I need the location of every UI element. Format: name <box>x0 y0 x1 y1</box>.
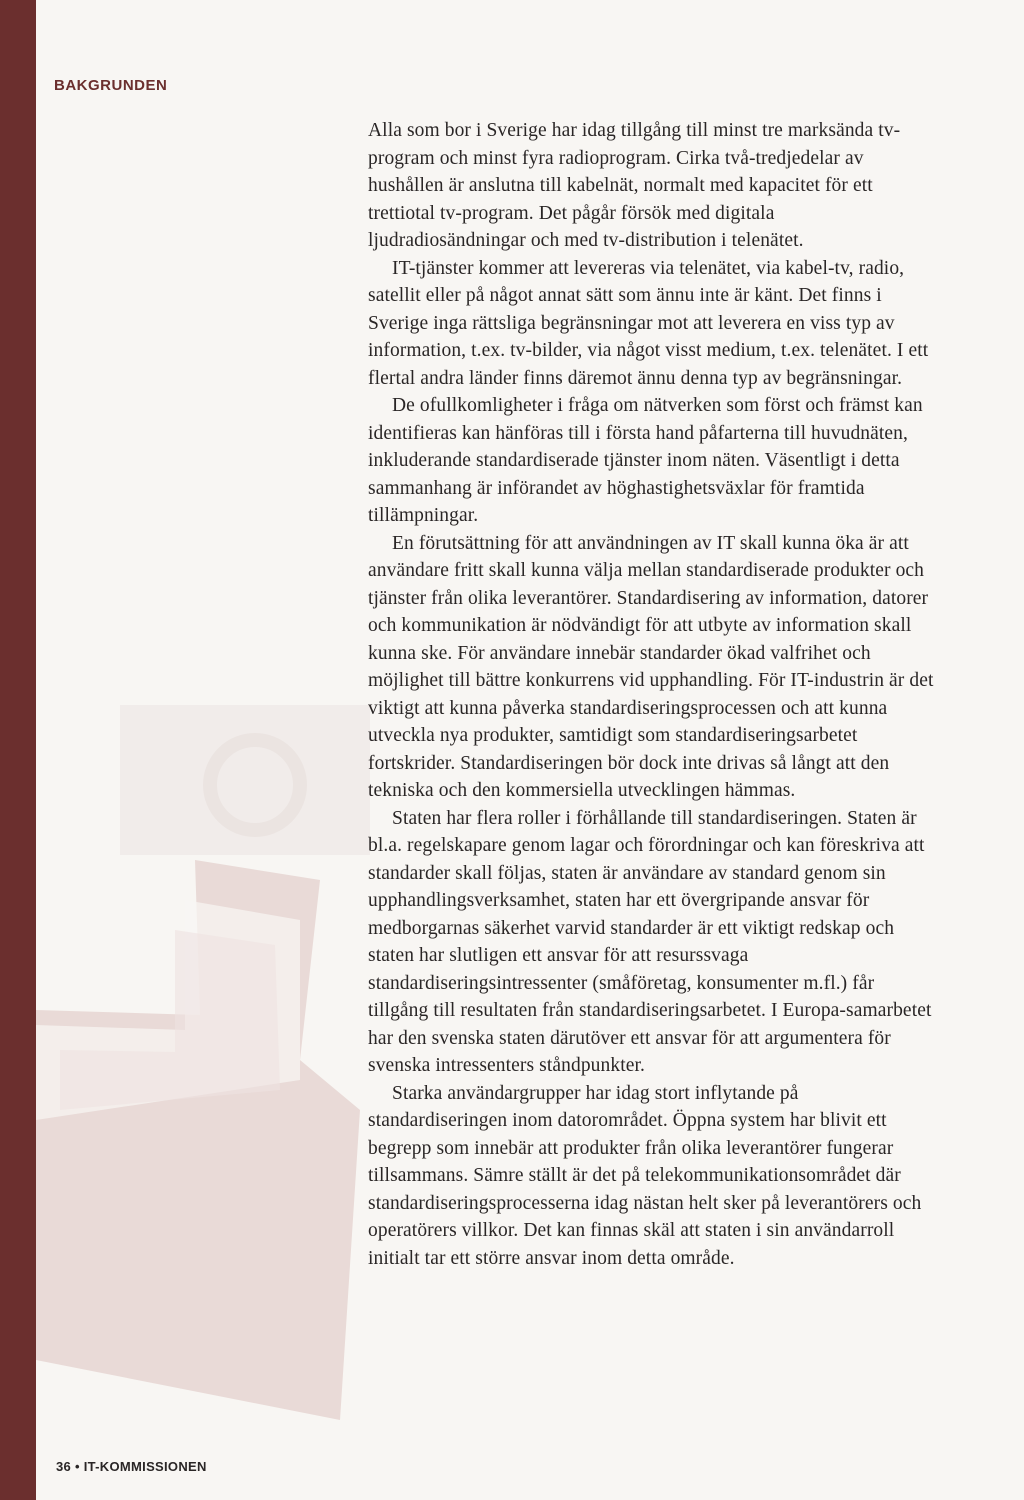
article-paragraph: En förutsättning för att användningen av IT skall kunna öka är att användare fritt skall kunna välja mellan standardiserade produkter och tjänster från olika leverantörer. Standardisering av information, datorer och kommunikation är nödvändigt för att utbyte av information skall kunna ske. För användare innebär standarder ökad valfrihet och möjlighet till bättre konkurrens vid upphandling. För IT-industrin är det viktigt att kunna påverka standardiseringsprocessen och att kunna utveckla nya produkter, samtidigt som standardiseringsarbetet fortskrider. Standardiseringen bör dock inte drivas så långt att den tekniska och den kommersiella utvecklingen hämmas. <box>368 532 934 801</box>
page-footer: 36 • IT-KOMMISSIONEN <box>56 1459 207 1474</box>
article-paragraph: IT-tjänster kommer att levereras via telenätet, via kabel-tv, radio, satellit eller på något annat sätt som ännu inte är känt. Det finns i Sverige inga rättsliga begränsningar mot att leverera en viss typ av information, t.ex. tv-bilder, via något visst medium, t.ex. telenätet. I ett flertal andra länder finns däremot ännu denna typ av begränsningar. <box>368 257 929 389</box>
section-label: BAKGRUNDEN <box>54 77 168 94</box>
article-paragraph: Starka användargrupper har idag stort inflytande på standardiseringen inom datorområdet. Öppna system har blivit ett begrepp som innebär att produkter från olika leverantörer fungerar tillsammans. Sämre ställt är det på telekommunikationsområdet där standardiseringsprocesserna idag nästan helt sker på leverantörers och operatörers villkor. Det kan finnas skäl att staten i sin användarroll initialt tar ett större ansvar inom detta område. <box>368 1082 922 1269</box>
decorative-page-shape <box>0 860 360 1420</box>
article-paragraph: De ofullkomligheter i fråga om nätverken som först och främst kan identifieras kan hänföras till i första hand påfarterna till huvudnäten, inkluderande standardiserade tjänster inom näten. Väsentligt i detta sammanhang är införandet av höghastighetsväxlar för framtida tillämpningar. <box>368 395 923 526</box>
faint-decorative-shape <box>120 705 370 855</box>
article-paragraph: Staten har flera roller i förhållande till standardiseringen. Staten är bl.a. regelskapare genom lagar och förordningar och kan föreskriva att standarder skall följas, staten är användare av standard genom sin upphandlingsverksamhet, staten har ett övergripande ansvar för medborgarnas säkerhet varvid standarder är ett viktigt redskap och staten har slutligen ett ansvar för att resurssvaga standardiseringsintressenter (småföretag, konsumenter m.fl.) får tillgång till resultaten från standardiseringsarbetet. I Europa-samarbetet har den svenska staten därutöver ett ansvar för att argumentera för svenska intressenters ståndpunkter. <box>368 807 932 1076</box>
article-paragraph: Alla som bor i Sverige har idag tillgång till minst tre marksända tv-program och minst fyra radioprogram. Cirka två-tredjedelar av hushållen är anslutna till kabelnät, normalt med kapacitet för ett trettiotal tv-program. Det pågår försök med digitala ljudradiosändningar och med tv-distribution i telenätet. <box>368 120 901 251</box>
article-body <box>368 117 936 1272</box>
